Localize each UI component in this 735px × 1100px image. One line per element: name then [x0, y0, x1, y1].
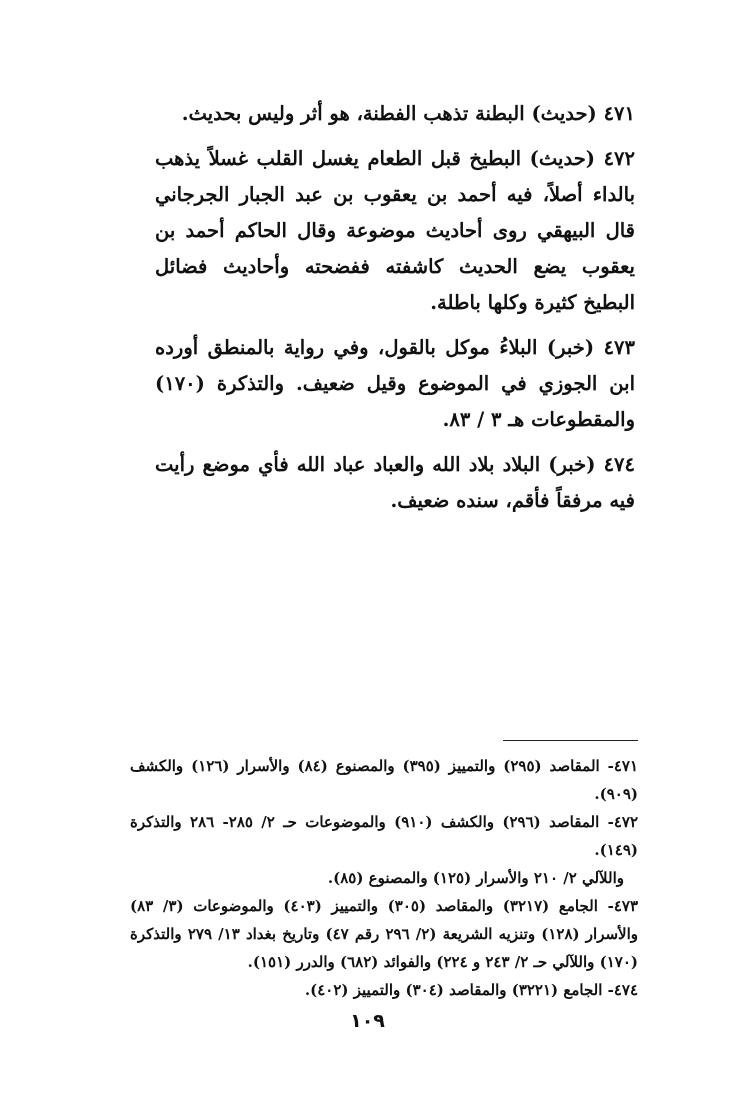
entry-paragraph: ٤٧١ (حديث) البطنة تذهب الفطنة، هو أثر وليس بحديث.	[181, 102, 635, 125]
footnotes	[130, 752, 638, 1004]
entry-paragraph: ٤٧٣ (خبر) البلاءُ موكل بالقول، وفي رواية بالمنطق أورده ابن الجوزي في الموضوع وقيل ضعيف. والتذكرة (١٧٠) والمقطوعات هـ ٣ / ٨٣.	[155, 336, 635, 431]
entry-473	[155, 330, 635, 438]
main-text	[155, 96, 635, 528]
footnote-471	[130, 752, 638, 808]
footnote-line: ٤٧٢- المقاصد (٢٩٦) والكشف (٩١٠) والموضوعات حـ ٢/ ٢٨٥- ٢٨٦ والتذكرة (١٤٩).	[130, 813, 639, 859]
footnote-473	[130, 892, 638, 976]
entry-472	[155, 141, 635, 321]
entry-471	[155, 96, 635, 132]
entry-paragraph: ٤٧٢ (حديث) البطيخ قبل الطعام يغسل القلب غسلاً يذهب بالداء أصلاً، فيه أحمد بن يعقوب بن عبد الجبار الجرجاني قال البيهقي روى أحاديث موضوعة وقال الحاكم أحمد بن يعقوب يضع الحديث كاشفته ففضحته وأحاديث فضائل البطيخ كثيرة وكلها باطلة.	[155, 147, 635, 314]
footnote-line: ٤٧٣- الجامع (٣٢١٧) والمقاصد (٣٠٥) والتمييز (٤٠٣) والموضوعات (٣/ ٨٣) والأسرار (١٢٨) وتنزيه الشريعة (٢/ ٢٩٦ رقم ٤٧) وتاريخ بغداد ١٣/ ٢٧٩ والتذكرة (١٧٠) واللآلي حـ ٢/ ٢٤٣ و ٢٢٤) والفوائد (٦٨٢) والدرر (١٥١).	[130, 897, 639, 971]
footnote-line: ٤٧١- المقاصد (٢٩٥) والتمييز (٣٩٥) والمصنوع (٨٤) والأسرار (١٢٦) والكشف (٩٠٩).	[130, 757, 638, 803]
entry-474	[155, 447, 635, 519]
page-number: ١٠٩	[350, 1010, 385, 1032]
footnote-472	[130, 808, 638, 892]
footnote-divider	[503, 740, 638, 741]
footnote-line: واللآلي ٢/ ٢١٠ والأسرار (١٢٥) والمصنوع (٨٥).	[327, 869, 624, 887]
footnote-line: ٤٧٤- الجامع (٣٢٢١) والمقاصد (٣٠٤) والتمييز (٤٠٢).	[304, 981, 638, 999]
footnote-474	[130, 976, 638, 1004]
entry-paragraph: ٤٧٤ (خبر) البلاد بلاد الله والعباد عباد الله فأي موضع رأيت فيه مرفقاً فأقم، سنده ضعيف.	[155, 453, 635, 512]
